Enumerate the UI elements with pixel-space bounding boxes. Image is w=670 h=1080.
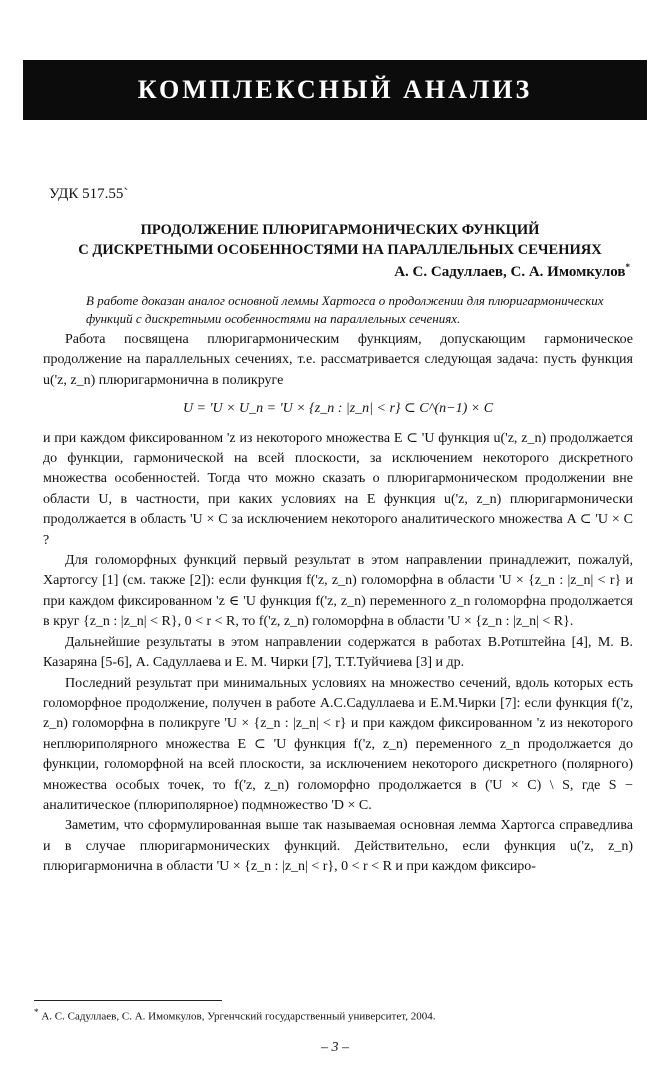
section-banner xyxy=(23,60,647,120)
footnote-text: А. С. Садуллаев, С. А. Имомкулов, Ургенчский государственный университет, 2004. xyxy=(41,1010,436,1023)
udk-code: УДК 517.55` xyxy=(49,186,129,202)
article-body xyxy=(43,330,633,878)
page-number: – 3 – xyxy=(321,1040,349,1055)
paragraph-5: Последний результат при минимальных условиях на множество сечений, вдоль которых есть голоморфное продолжение, получен в работе А.С.Садуллаева и Е.М.Чирки [7]: если функция f('z, z_n) голоморфна в поликруге 'U × {z_n : |z_n| < r} и при каждом фиксированном 'z из некоторого неплюриполярного множества E ⊂ 'U функция f('z, z_n) переменного z_n продолжается до функции, голоморфной на всей плоскости, за исключением некоторого дискретного (полярного) множества особых точек, то f('z, z_n) голоморфно продолжается в ('U × C) \ S, где S − аналитическое (плюриполярное) подмножество 'D × C. xyxy=(43,675,633,813)
paragraph-1: Работа посвящена плюригармоническим функциям, допускающим гармоническое продолжение на параллельных сечениях, т.е. рассматривается следующая задача: пусть функция u('z, z_n) плюригармонична в поликруге xyxy=(43,332,633,388)
paragraph-3: Для голоморфных функций первый результат в этом направлении принадлежит, пожалуй, Хартогсу [1] (см. также [2]): если функция f('z, z_n) голоморфна в области 'U × {z_n : |z_n| < r} и при каждом фиксированном 'z ∈ 'U функция f('z, z_n) переменного z_n голоморфна продолжается в круг {z_n : |z_n| < R}, 0 < r < R, то f('z, z_n) голоморфна в области 'U × {z_n : |z_n| < R}. xyxy=(43,553,633,630)
authors xyxy=(394,262,630,281)
author-footnote-mark: * xyxy=(625,262,630,272)
paragraph-2: и при каждом фиксированном 'z из некоторого множества E ⊂ 'U функция u('z, z_n) продолжается до функции, гармонической на всей плоскости, за исключением некоторого дискретного множества особенностей. Тогда что можно сказать о плюригармоническом продолжении вне области U, в частности, при каких условиях на E функция u('z, z_n) плюригармонически продолжается в область 'U × C за исключением некоторого аналитического множества A ⊂ 'U × C ? xyxy=(43,430,633,548)
footnote-mark: * xyxy=(34,1007,39,1017)
title-line-2: С ДИСКРЕТНЫМИ ОСОБЕННОСТЯМИ НА ПАРАЛЛЕЛЬНЫХ СЕЧЕНИЯХ xyxy=(78,242,602,258)
title-line-1: ПРОДОЛЖЕНИЕ ПЛЮРИГАРМОНИЧЕСКИХ ФУНКЦИЙ xyxy=(140,222,540,238)
footnote xyxy=(34,1007,435,1023)
author-names: А. С. Садуллаев, С. А. Имомкулов xyxy=(394,264,626,280)
paragraph-4: Дальнейшие результаты в этом направлении содержатся в работах В.Ротштейна [4], М. В. Казаряна [5-6], А. Садуллаева и Е. М. Чирки [7], Т.Т.Туйчиева [3] и др. xyxy=(43,634,633,671)
formula-polydisk: U = 'U × U_n = 'U × {z_n : |z_n| < r} ⊂ C^(n−1) × C xyxy=(182,401,494,417)
article-title xyxy=(40,220,640,260)
abstract: В работе доказан аналог основной леммы Хартогса о продолжении для плюригармонических функций с дискретными особенностями на параллельных сечениях. xyxy=(86,293,604,326)
footnote-divider xyxy=(34,1000,222,1001)
paragraph-6: Заметим, что сформулированная выше так называемая основная лемма Хартогса справедлива и в случае плюригармонических функций. Действительно, если функция u('z, z_n) плюригармонична в области 'U × {z_n : |z_n| < r}, 0 < r < R и при каждом фиксиро- xyxy=(43,818,633,875)
section-title: КОМПЛЕКСНЫЙ АНАЛИЗ xyxy=(137,75,533,104)
